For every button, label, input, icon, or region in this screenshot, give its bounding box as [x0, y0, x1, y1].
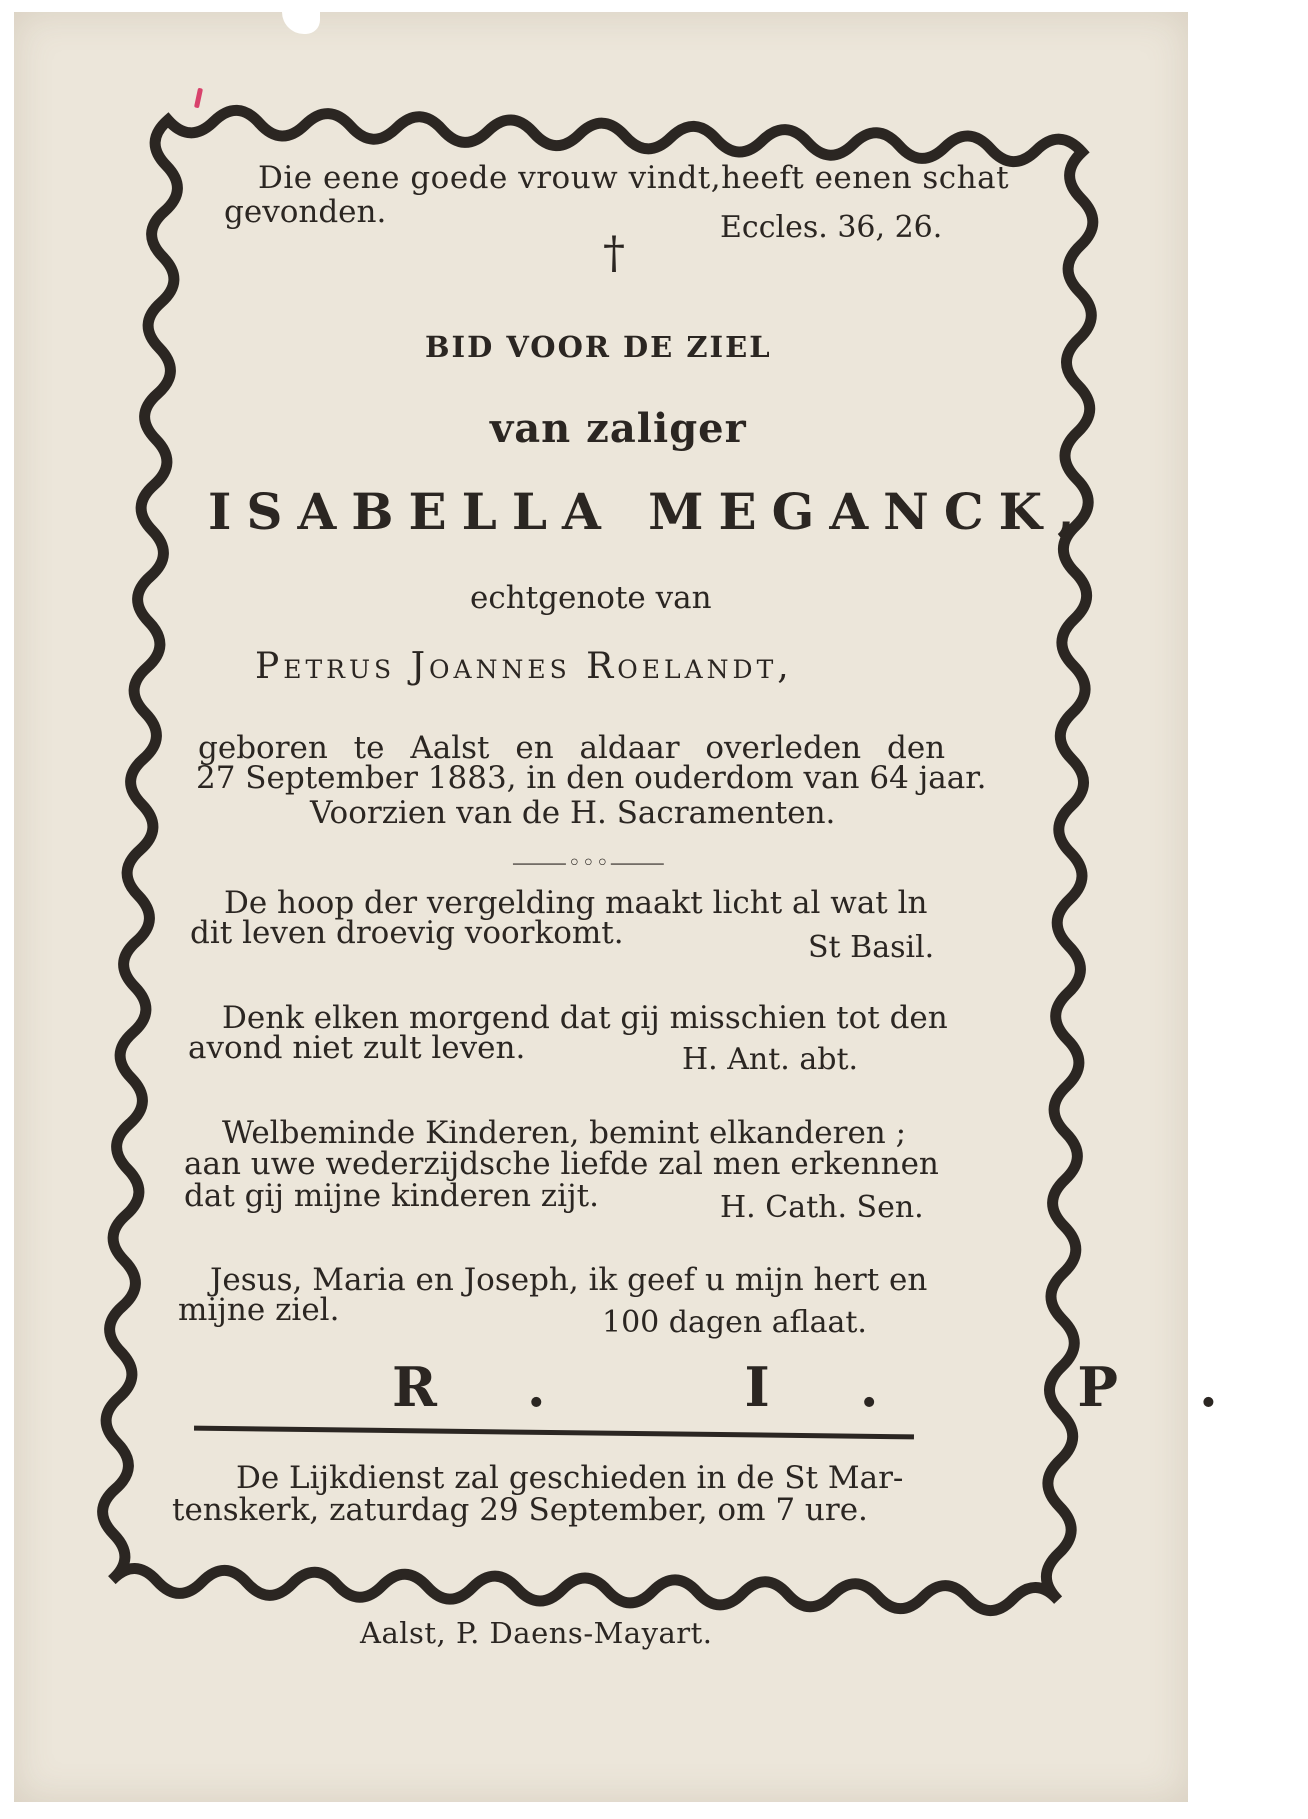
quote-1-line-1: De hoop der vergelding maakt licht al wat ln [224, 885, 928, 921]
motto-source: Eccles. 36, 26. [720, 210, 943, 245]
deceased-name: ISABELLA MEGANCK, [208, 482, 1090, 541]
quote-4-line-2: mijne ziel. [178, 1292, 340, 1328]
rip-text: R. I. P. [392, 1355, 1308, 1419]
funeral-line-1: De Lijkdienst zal geschieden in de St Mar- [236, 1460, 904, 1496]
quote-1-line-2: dit leven droevig voorkomt. [190, 915, 624, 951]
quote-3-line-1: Welbeminde Kinderen, bemint elkanderen ; [222, 1115, 907, 1151]
quote-1-source: St Basil. [808, 930, 935, 965]
quote-3-line-3: dat gij mijne kinderen zijt. [184, 1178, 599, 1214]
intro-text: van zaliger [490, 405, 747, 452]
spouse-of-text: echtgenote van [470, 580, 712, 616]
quote-4-line-1: Jesus, Maria en Joseph, ik geef u mijn hert en [210, 1262, 928, 1298]
quote-3-line-2: aan uwe wederzijdsche liefde zal men erkennen [184, 1146, 939, 1182]
funeral-line-2: tenskerk, zaturdag 29 September, om 7 ure. [172, 1492, 868, 1528]
quote-2-source: H. Ant. abt. [682, 1042, 859, 1077]
quote-2-line-1: Denk elken morgend dat gij misschien tot den [222, 1000, 948, 1036]
quote-2-line-2: avond niet zult leven. [188, 1030, 526, 1066]
motto-line-2: gevonden. [224, 194, 387, 230]
printer-imprint: Aalst, P. Daens-Mayart. [360, 1616, 713, 1650]
birth-death-line-1: geboren te Aalst en aldaar overleden den [198, 730, 946, 766]
quote-4-indulgence: 100 dagen aflaat. [602, 1305, 867, 1340]
ornament-divider: ⸻◦◦◦⸻ [512, 851, 666, 876]
birth-death-line-2: 27 September 1883, in den ouderdom van 64 jaar. [196, 760, 987, 796]
motto-line-1: Die eene goede vrouw vindt,heeft eenen schat [258, 160, 1010, 196]
prayer-heading: BID VOOR DE ZIEL [425, 330, 772, 364]
sacraments-line: Voorzien van de H. Sacramenten. [310, 795, 836, 831]
cross-icon: † [603, 228, 625, 279]
horizontal-rule [194, 1426, 914, 1440]
quote-3-source: H. Cath. Sen. [720, 1190, 924, 1225]
husband-name: Petrus Joannes Roelandt, [255, 646, 793, 687]
